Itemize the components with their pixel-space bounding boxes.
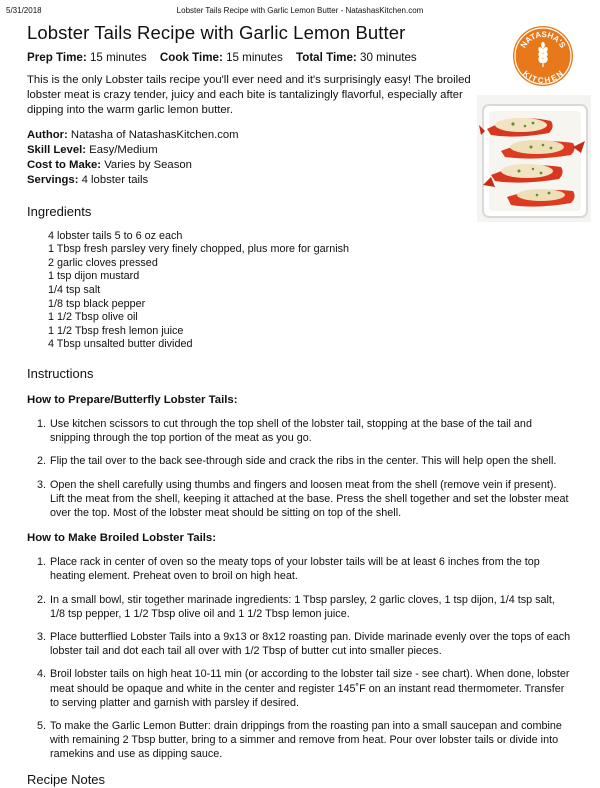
ingredient-item: 2 garlic cloves pressed [48,256,158,269]
skill-level-value: Easy/Medium [89,143,158,156]
logo-top-text: NATASHA'S [518,29,568,50]
servings-value: 4 lobster tails [81,173,149,186]
step-number: 3. [37,478,47,491]
skill-level-row [27,143,592,158]
instruction-step [37,667,572,710]
step-text: Flip the tail over to the back see-through side and crack the ribs in the center. This will help open the shell. [50,455,557,468]
step-number: 2. [37,593,47,606]
broil-heading: How to Make Broiled Lobster Tails: [27,532,217,545]
author-label: Author: [27,128,68,141]
instructions-heading: Instructions [27,365,94,381]
step-text: Use kitchen scissors to cut through the top shell of the lobster tail, stopping at the base of the tail and snipping through the top portion of the meat as you go. [50,417,532,445]
skill-level-label: Skill Level: [27,143,87,156]
ingredient-item: 1/8 tsp black pepper [48,297,146,310]
step-text: Broil lobster tails on high heat 10-11 min (or according to the lobster tail size - see chart). When done, lobster meat should be opaque and white in the center and register 145˚F on an instant read thermometer. Transfer to serving platter and garnish with parsley if desired. [50,668,570,709]
logo-bottom-text: KITCHEN [521,68,565,86]
recipe-intro: This is the only Lobster tails recipe you'll ever need and it's surprisingly easy! The broiled lobster meat is crazy tender, juicy and each bite is tantalizingly flavorful, especially after dipping into the warm garlic lemon butter. [27,74,471,117]
servings-label: Servings: [27,173,79,186]
recipe-content [27,22,592,788]
ingredients-list [27,230,592,352]
butterfly-steps-list [27,417,572,520]
ingredient-item: 1 1/2 Tbsp fresh lemon juice [48,324,184,337]
print-header [0,6,600,18]
instruction-step [37,593,572,621]
print-page-title: Lobster Tails Recipe with Garlic Lemon Butter - NatashasKitchen.com [176,6,424,15]
step-text: Place rack in center of oven so the meaty tops of your lobster tails will be at least 6 inches from the top heating element. Preheat oven to broil on high heat. [50,556,540,583]
ingredient-item: 1/4 tsp salt [48,283,101,296]
total-time-label: Total Time: [296,51,357,64]
ingredients-heading: Ingredients [27,203,92,219]
ingredient-item: 4 Tbsp unsalted butter divided [48,338,193,351]
step-text: Place butterflied Lobster Tails into a 9x13 or 8x12 roasting pan. Divide marinade evenly over the tops of each lobster tail and dot each tail all over with 1/2 Tbsp of butter cut into smaller pieces. [50,630,571,658]
print-date: 5/31/2018 [6,6,42,15]
total-time-value: 30 minutes [360,51,417,64]
step-number: 4. [37,668,47,681]
cook-time-value: 15 minutes [226,51,283,64]
ingredient-item: 1 1/2 Tbsp olive oil [48,311,138,324]
recipe-times [27,50,592,65]
step-number: 3. [37,630,47,643]
instruction-step [37,417,572,445]
instruction-step [37,630,572,658]
prep-time-label: Prep Time: [27,51,87,64]
ingredient-item: 4 lobster tails 5 to 6 oz each [48,229,183,242]
servings-row [27,173,592,188]
author-row [27,128,592,143]
recipe-notes-heading: Recipe Notes [27,771,106,787]
prep-time-value: 15 minutes [89,51,147,64]
recipe-details [27,128,592,188]
cost-value: Varies by Season [104,158,192,171]
instruction-step [37,454,572,468]
cost-row [27,158,592,173]
broil-steps-list [27,555,572,761]
cook-time-label: Cook Time: [159,51,223,64]
step-number: 1. [37,417,47,430]
step-number: 1. [37,556,47,569]
cost-label: Cost to Make: [27,158,102,171]
instruction-step [37,555,572,583]
butterfly-heading: How to Prepare/Butterfly Lobster Tails: [27,393,238,406]
ingredient-item: 1 tsp dijon mustard [48,270,140,283]
step-number: 5. [37,720,47,732]
instruction-step [37,719,572,762]
instruction-step [37,478,572,521]
ingredient-item: 1 Tbsp fresh parsley very finely chopped, plus more for garnish [48,243,350,256]
recipe-title: Lobster Tails Recipe with Garlic Lemon Butter [27,22,406,43]
step-text: Open the shell carefully using thumbs and fingers and loosen meat from the shell (remove vein if present). Lift the meat from the shell, keeping it attached at the base. Press the shell together and set the lobster meat over the top. Most of the lobster meat should be sitting on top of the shell. [50,478,569,519]
author-value: Natasha of NatashasKitchen.com [70,128,239,141]
step-text: In a small bowl, stir together marinade ingredients: 1 Tbsp parsley, 2 garlic cloves, 1 tsp dijon, 1/4 tsp salt, 1/8 tsp pepper, 1 1/2 Tbsp olive oil and 1 1/2 Tbsp lemon juice. [50,593,555,620]
step-number: 2. [37,455,47,468]
step-text: To make the Garlic Lemon Butter: drain drippings from the roasting pan into a small saucepan and combine with remaining 2 Tbsp butter, bring to a simmer and remove from heat. Pour over lobster tails or divide into ramekins and use as dipping sauce. [50,720,562,761]
